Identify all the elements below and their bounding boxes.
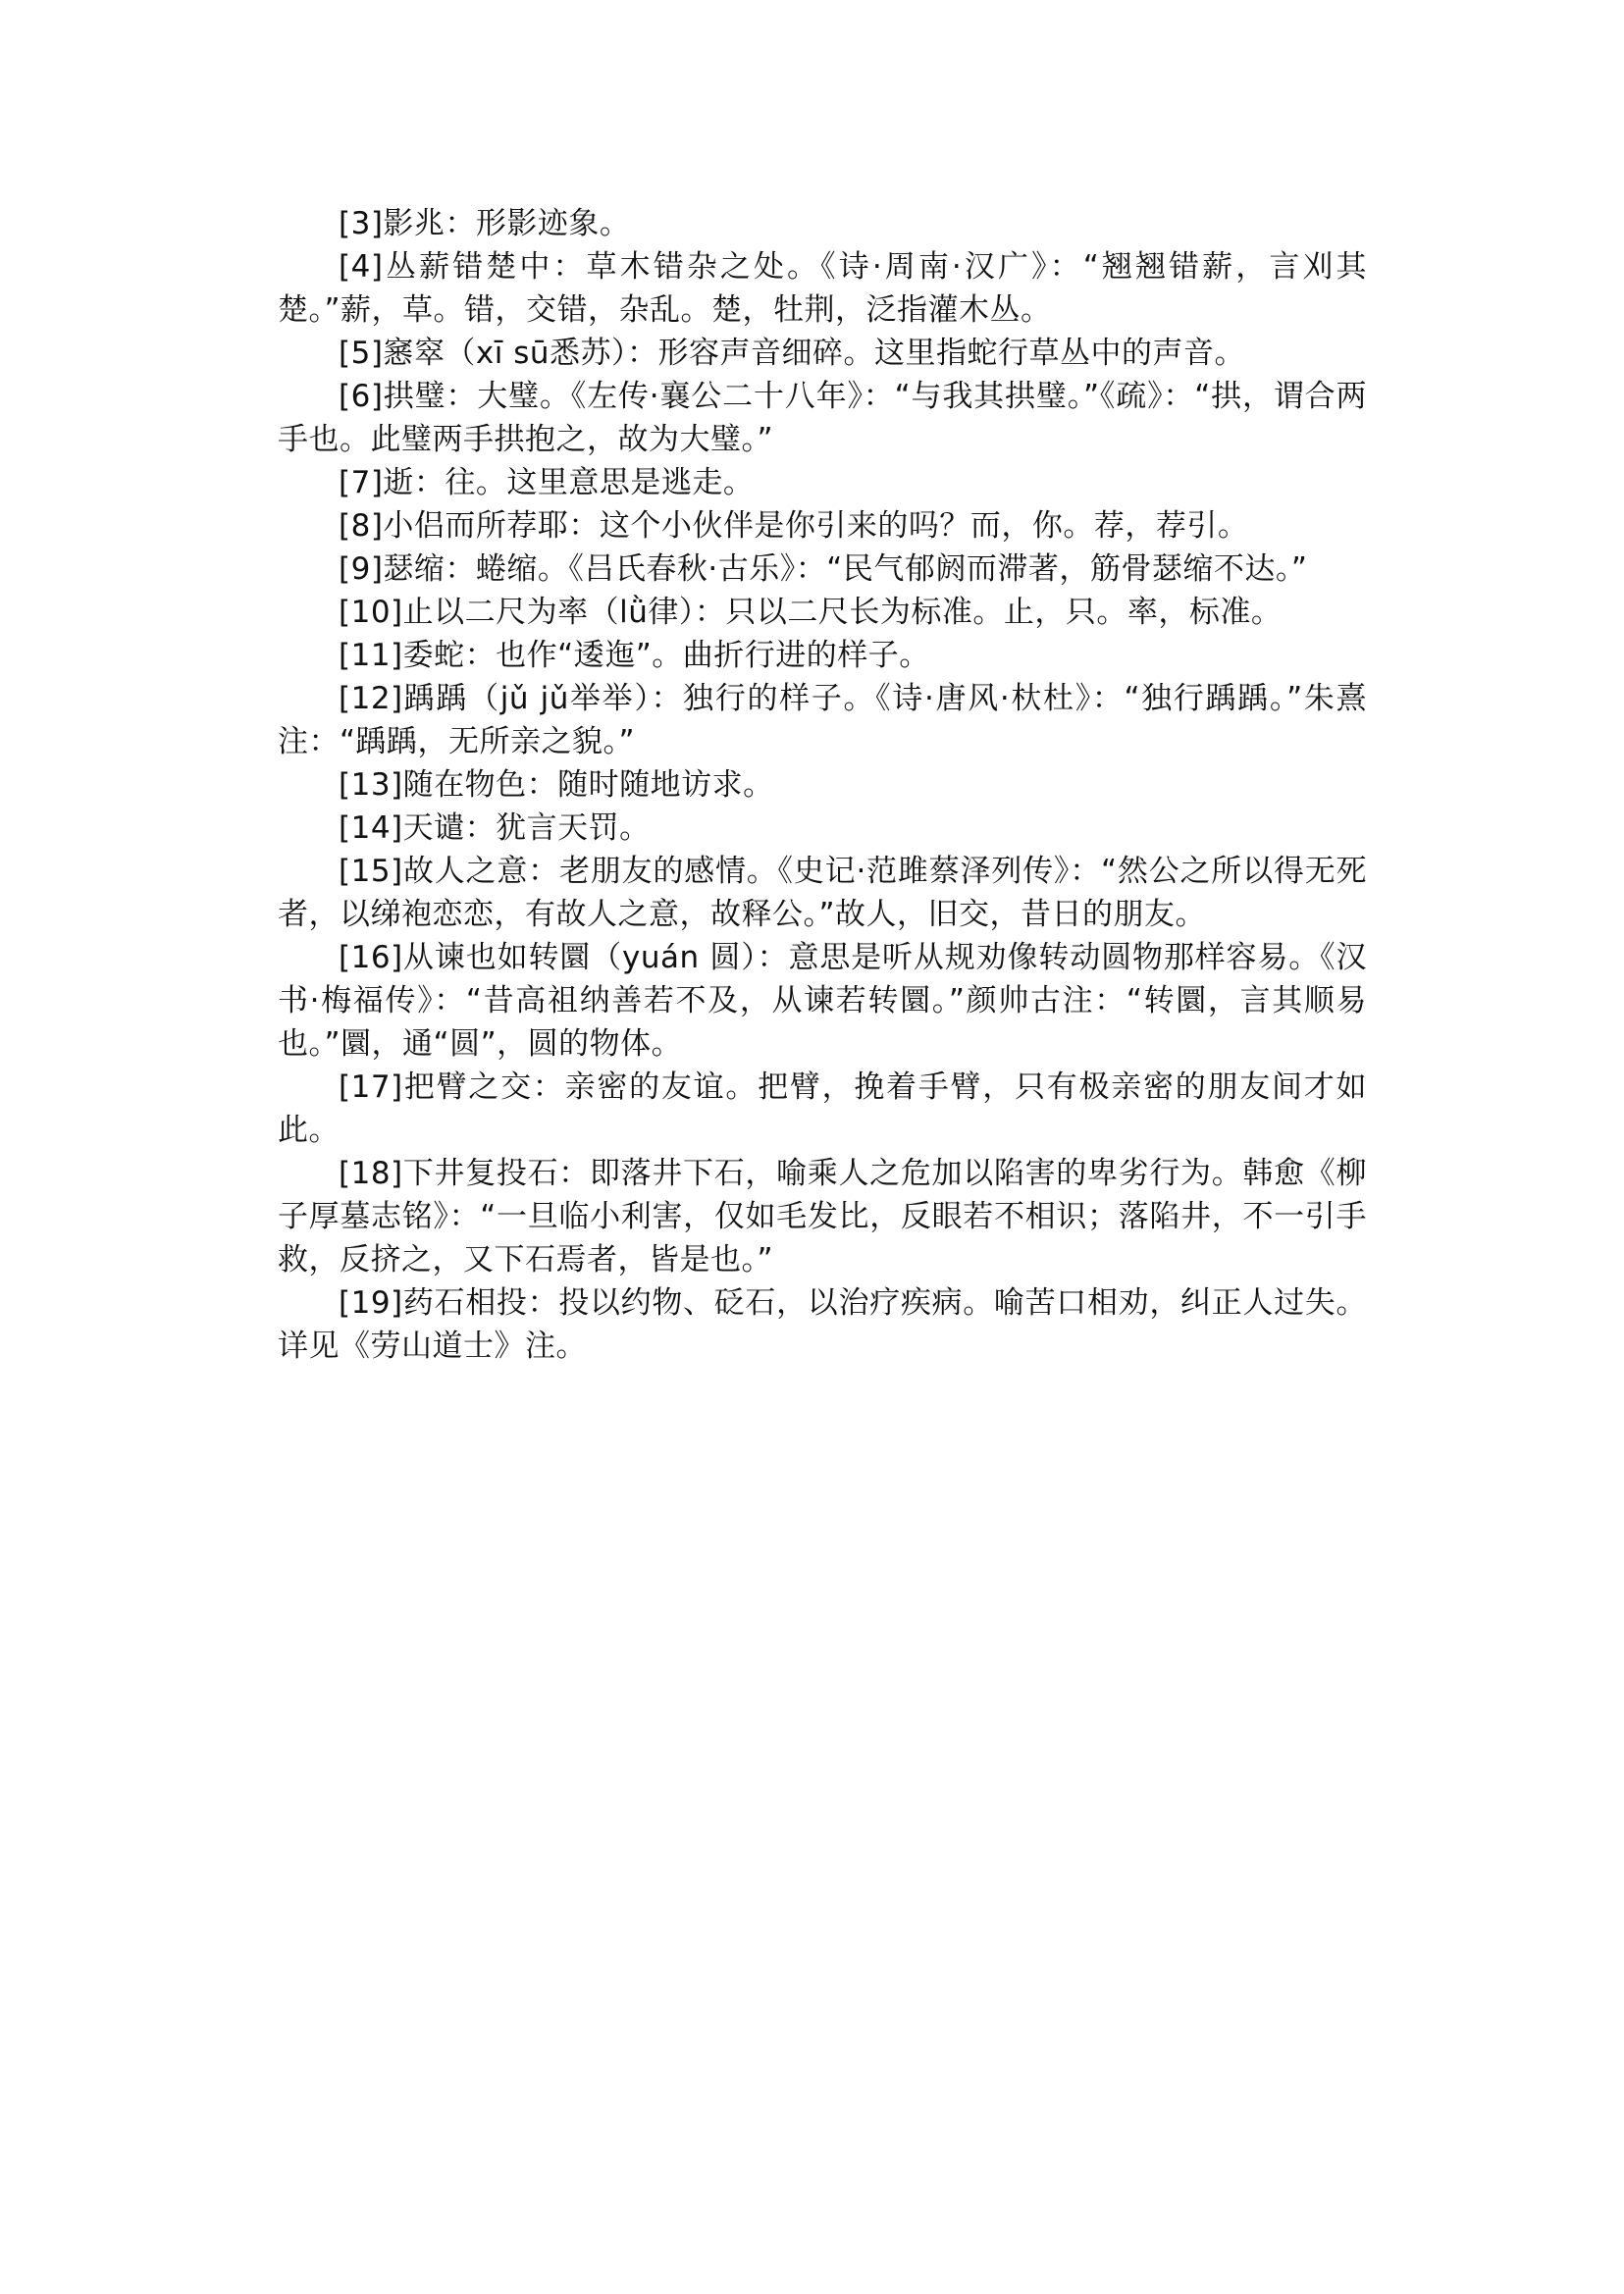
note-16: [16]从谏也如转圜（yuán 圆）：意思是听从规劝像转动圆物那样容易。《汉书·梅福传》：“昔高祖纳善若不及，从谏若转圜。”颜帅古注：“转圜，言其顺易也。”圜，通“圆”，圆的物体。 bbox=[278, 940, 1367, 1062]
note-4: [4]丛薪错楚中：草木错杂之处。《诗·周南·汉广》：“翘翘错薪，言刈其楚。”薪，草。错，交错，杂乱。楚，牡荆，泛指灌木丛。 bbox=[278, 249, 1367, 328]
note-3: [3]影兆：形影迹象。 bbox=[339, 206, 631, 241]
note-8: [8]小侣而所荐耶：这个小伙伴是你引来的吗？而，你。荐，荐引。 bbox=[339, 508, 1249, 544]
note-14: [14]天谴：犹言天罚。 bbox=[339, 810, 651, 846]
note-15: [15]故人之意：老朋友的感情。《史记·范雎蔡泽列传》：“然公之所以得无死者，以绨袍恋恋，有故人之意，故释公。”故人，旧交，昔日的朋友。 bbox=[278, 854, 1367, 932]
note-9: [9]瑟缩：蜷缩。《吕氏春秋·古乐》：“民气郁阏而滞著，筋骨瑟缩不达。” bbox=[339, 551, 1308, 587]
note-7: [7]逝：往。这里意思是逃走。 bbox=[339, 465, 755, 500]
note-10: [10]止以二尺为率（lǜ律）：只以二尺长为标准。止，只。率，标准。 bbox=[339, 595, 1283, 630]
note-6: [6]拱璧：大璧。《左传·襄公二十八年》：“与我其拱璧。”《疏》：“拱，谓合两手也。此璧两手拱抱之，故为大璧。” bbox=[278, 379, 1367, 457]
note-13: [13]随在物色：随时随地访求。 bbox=[339, 767, 774, 803]
note-17: [17]把臂之交：亲密的友谊。把臂，挽着手臂，只有极亲密的朋友间才如此。 bbox=[278, 1069, 1367, 1148]
note-12: [12]踽踽（jǔ jǔ举举）：独行的样子。《诗·唐风·杕杜》：“独行踽踽。”朱熹注：“踽踽，无所亲之貌。” bbox=[278, 681, 1367, 759]
note-19: [19]药石相投：投以约物、砭石，以治疗疾病。喻苦口相劝，纠正人过失。详见《劳山道士》注。 bbox=[278, 1285, 1367, 1364]
annotation-list bbox=[278, 202, 1367, 1368]
note-5: [5]窸窣（xī sū悉苏）：形容声音细碎。这里指蛇行草丛中的声音。 bbox=[339, 336, 1246, 371]
note-18: [18]下井复投石：即落井下石，喻乘人之危加以陷害的卑劣行为。韩愈《柳子厚墓志铭》：“一旦临小利害，仅如毛发比，反眼若不相识；落陷井，不一引手救，反挤之，又下石焉者，皆是也。” bbox=[278, 1156, 1367, 1277]
note-11: [11]委蛇：也作“逶迤”。曲折行进的样子。 bbox=[339, 638, 930, 673]
